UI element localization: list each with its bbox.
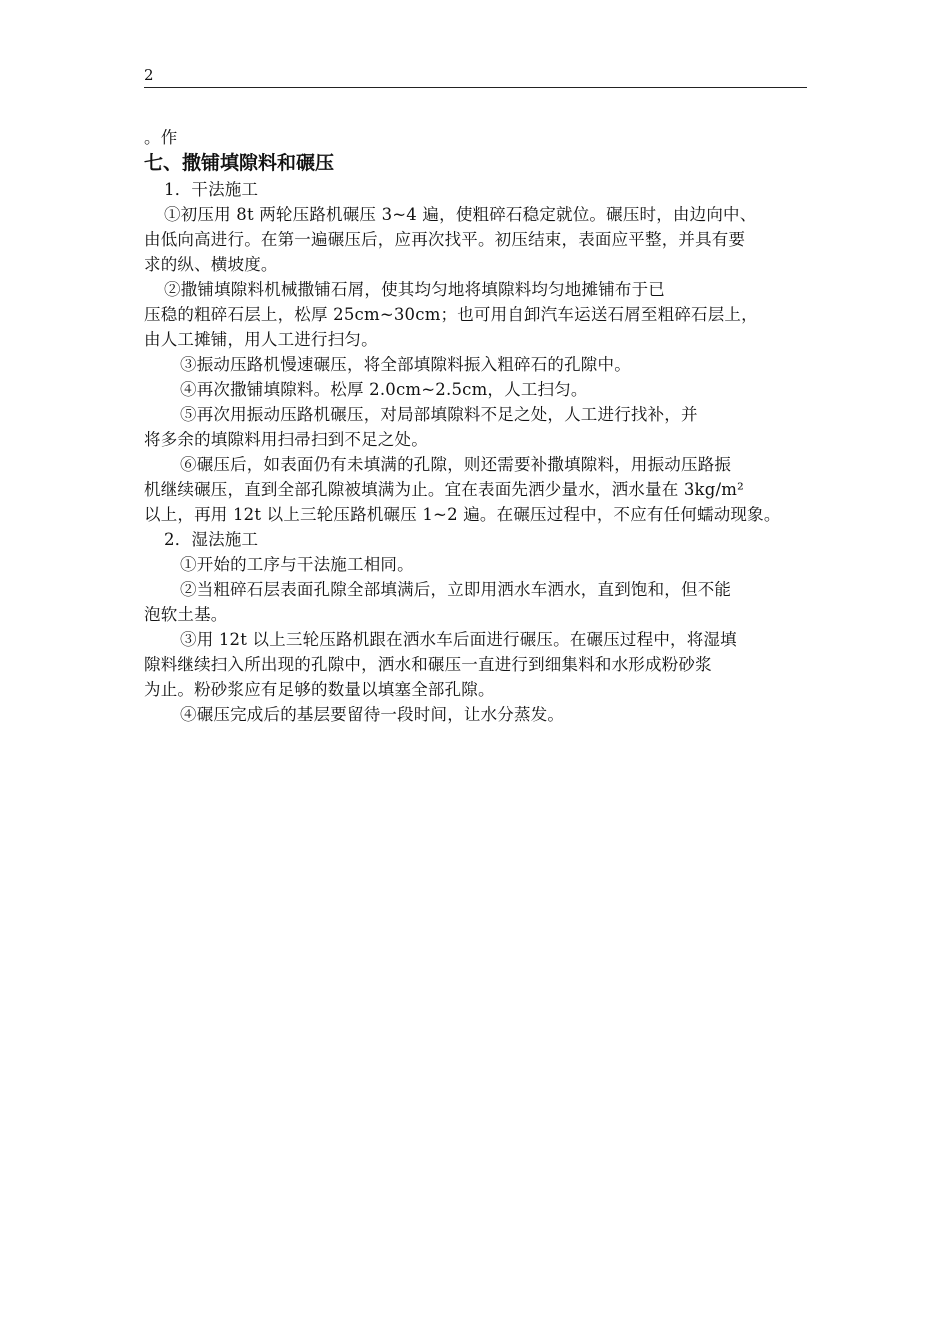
subsection-title: 2．湿法施工: [164, 530, 259, 549]
paragraph-line: ①初压用 8t 两轮压路机碾压 3~4 遍，使粗碎石稳定就位。碾压时，由边向中、: [164, 205, 757, 224]
paragraph-line: 由人工摊铺，用人工进行扫匀。: [144, 330, 378, 349]
paragraph-line: ③用 12t 以上三轮压路机跟在洒水车后面进行碾压。在碾压过程中，将湿填: [180, 630, 737, 649]
paragraph-line: ②当粗碎石层表面孔隙全部填满后，立即用洒水车洒水，直到饱和，但不能: [180, 580, 732, 599]
paragraph-line: 压稳的粗碎石层上，松厚 25cm~30cm；也可用自卸汽车运送石屑至粗碎石层上，: [144, 305, 758, 324]
paragraph-line: 将多余的填隙料用扫帚扫到不足之处。: [144, 430, 428, 449]
page-header: [144, 66, 807, 88]
paragraph-line: ⑥碾压后，如表面仍有未填满的孔隙，则还需要补撒填隙料，用振动压路振: [180, 455, 732, 474]
paragraph-line: ④碾压完成后的基层要留待一段时间，让水分蒸发。: [180, 705, 565, 724]
paragraph-line: 。作: [144, 128, 178, 147]
paragraph-line: ③振动压路机慢速碾压，将全部填隙料振入粗碎石的孔隙中。: [180, 355, 631, 374]
paragraph-line: 泡软土基。: [144, 605, 228, 624]
document-body: [144, 125, 807, 727]
paragraph-line: ②撒铺填隙料机械撒铺石屑，使其均匀地将填隙料均匀地摊铺布于已: [164, 280, 665, 299]
paragraph-line: ⑤再次用振动压路机碾压，对局部填隙料不足之处，人工进行找补，并: [180, 405, 698, 424]
paragraph-line: 为止。粉砂浆应有足够的数量以填塞全部孔隙。: [144, 680, 495, 699]
paragraph-line: 由低向高进行。在第一遍碾压后，应再次找平。初压结束，表面应平整，并具有要: [144, 230, 746, 249]
paragraph-line: 以上，再用 12t 以上三轮压路机碾压 1~2 遍。在碾压过程中，不应有任何蠕动现象。: [144, 505, 781, 524]
paragraph-line: ①开始的工序与干法施工相同。: [180, 555, 414, 574]
page-number: 2: [144, 66, 154, 84]
paragraph-line: 隙料继续扫入所出现的孔隙中，洒水和碾压一直进行到细集料和水形成粉砂浆: [144, 655, 712, 674]
paragraph-line: 机继续碾压，直到全部孔隙被填满为止。宜在表面先洒少量水，洒水量在 3kg/m²: [144, 480, 744, 499]
paragraph-line: ④再次撒铺填隙料。松厚 2.0cm~2.5cm，人工扫匀。: [180, 380, 588, 399]
section-heading: 七、撒铺填隙料和碾压: [144, 152, 335, 174]
paragraph-line: 求的纵、横坡度。: [144, 255, 278, 274]
subsection-title: 1．干法施工: [164, 180, 259, 199]
